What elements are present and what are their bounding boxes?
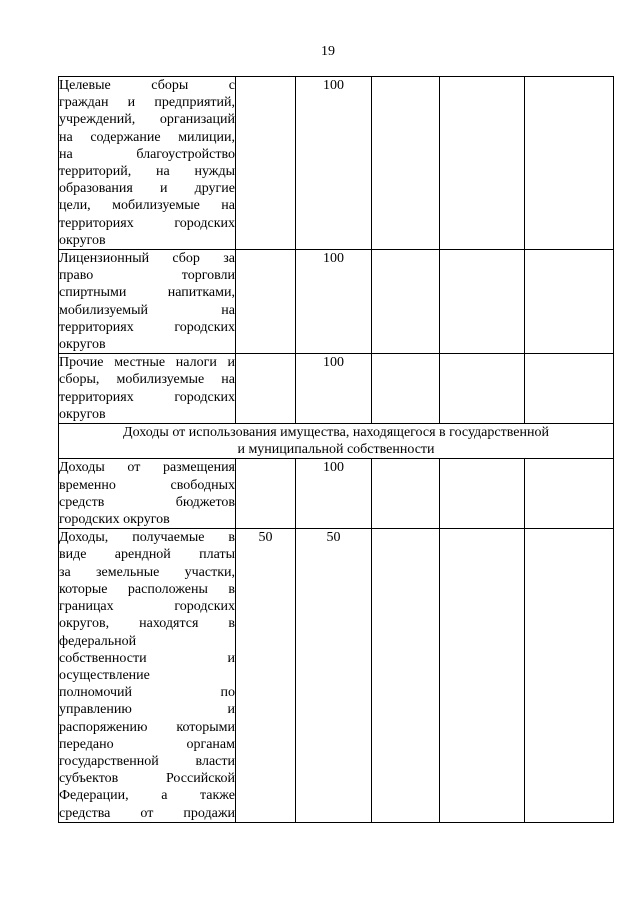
revenue-name-line: средств бюджетов xyxy=(59,494,235,510)
percent-cell xyxy=(236,77,296,250)
percent-cell xyxy=(525,459,614,529)
revenue-distribution-table xyxy=(58,76,614,823)
revenue-name-line: федеральной xyxy=(59,633,137,649)
revenue-name-line: Доходы от размещения xyxy=(59,460,235,476)
revenue-name-line: управлению и xyxy=(59,702,235,718)
revenue-name-line: распоряжению которыми xyxy=(59,719,235,735)
revenue-name-line: средства от продажи xyxy=(59,805,235,821)
revenue-name-line: собственности и xyxy=(59,650,235,666)
percent-cell xyxy=(440,250,525,354)
percent-cell xyxy=(372,354,440,424)
percent-cell: 50 xyxy=(296,529,372,822)
revenue-name-line: Прочие местные налоги и xyxy=(59,355,235,371)
revenue-name-line: осуществление xyxy=(59,667,150,683)
percent-cell: 100 xyxy=(296,250,372,354)
percent-cell xyxy=(525,250,614,354)
revenue-name-cell xyxy=(59,77,236,250)
revenue-name-line: территориях городских xyxy=(59,215,235,231)
revenue-name-line: округов xyxy=(59,337,106,353)
revenue-name-line: на содержание милиции, xyxy=(59,129,235,145)
revenue-name-line: территорий, на нужды xyxy=(59,164,235,180)
percent-cell xyxy=(525,354,614,424)
table-row xyxy=(59,354,614,424)
revenue-name-line: цели, мобилизуемые на xyxy=(59,198,235,214)
revenue-name-line: образования и другие xyxy=(59,181,235,197)
revenue-name-line: которые расположены в xyxy=(59,581,235,597)
revenue-name-line: Федерации, а также xyxy=(59,788,235,804)
revenue-name-line: Целевые сборы с xyxy=(59,78,235,93)
percent-cell xyxy=(372,250,440,354)
percent-cell xyxy=(525,529,614,822)
revenue-name-line: граждан и предприятий, xyxy=(59,95,235,111)
percent-cell xyxy=(236,250,296,354)
revenue-name-line: субъектов Российской xyxy=(59,771,235,787)
revenue-name-cell xyxy=(59,459,236,529)
revenue-name-line: округов xyxy=(59,406,106,422)
revenue-name-line: учреждений, организаций xyxy=(59,112,235,128)
section-row xyxy=(59,424,614,459)
revenue-name-line: округов, находятся в xyxy=(59,616,235,632)
percent-cell xyxy=(372,459,440,529)
percent-cell xyxy=(372,77,440,250)
section-heading-line: Доходы от использования имущества, находящегося в государственной xyxy=(123,425,549,441)
revenue-name-line: Лицензионный сбор за xyxy=(59,251,235,267)
revenue-name-line: за земельные участки, xyxy=(59,564,235,580)
percent-cell xyxy=(372,529,440,822)
percent-cell: 100 xyxy=(296,77,372,250)
percent-cell xyxy=(440,459,525,529)
revenue-name-line: территориях городских xyxy=(59,389,235,405)
percent-cell xyxy=(440,77,525,250)
revenue-name-line: государственной власти xyxy=(59,753,235,769)
revenue-name-line: границах городских xyxy=(59,599,235,615)
percent-cell xyxy=(525,77,614,250)
revenue-name-cell xyxy=(59,250,236,354)
revenue-name-line: округов xyxy=(59,232,106,248)
revenue-name-cell xyxy=(59,529,236,822)
section-heading xyxy=(59,424,614,459)
revenue-name-line: городских округов xyxy=(59,512,170,528)
revenue-name-line: право торговли xyxy=(59,268,235,284)
section-heading-line: и муниципальной собственности xyxy=(237,442,435,458)
percent-cell xyxy=(440,529,525,822)
table-row xyxy=(59,250,614,354)
percent-cell: 100 xyxy=(296,459,372,529)
table-row xyxy=(59,459,614,529)
revenue-name-line: территориях городских xyxy=(59,319,235,335)
percent-cell xyxy=(236,459,296,529)
page-number: 19 xyxy=(321,44,335,59)
revenue-name-line: спиртными напитками, xyxy=(59,285,235,301)
revenue-name-line: Доходы, получаемые в xyxy=(59,530,235,546)
percent-cell: 100 xyxy=(296,354,372,424)
revenue-name-cell xyxy=(59,354,236,424)
percent-cell xyxy=(440,354,525,424)
revenue-name-line: передано органам xyxy=(59,736,235,752)
revenue-name-line: полномочий по xyxy=(59,685,235,701)
percent-cell: 50 xyxy=(236,529,296,822)
percent-cell xyxy=(236,354,296,424)
table-row xyxy=(59,529,614,822)
revenue-name-line: мобилизуемый на xyxy=(59,302,235,318)
revenue-name-line: виде арендной платы xyxy=(59,547,235,563)
revenue-name-line: на благоустройство xyxy=(59,146,235,162)
revenue-name-line: сборы, мобилизуемые на xyxy=(59,372,235,388)
revenue-name-line: временно свободных xyxy=(59,477,235,493)
table-row xyxy=(59,77,614,250)
